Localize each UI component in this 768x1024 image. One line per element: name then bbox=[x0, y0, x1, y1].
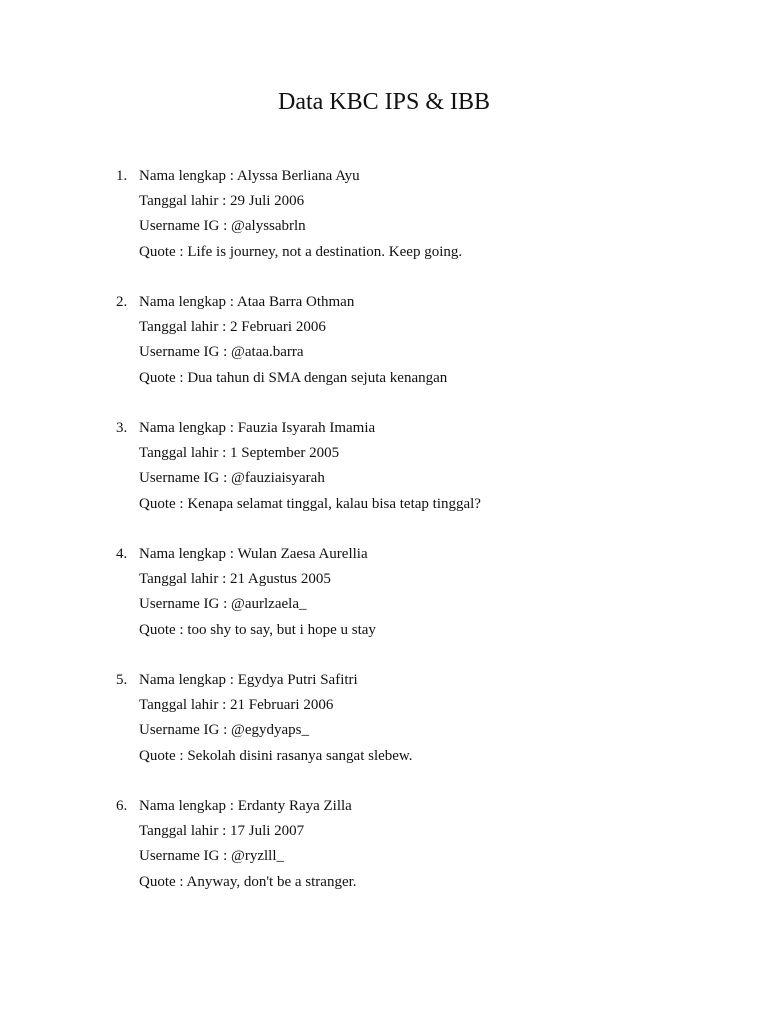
entry-quote: Quote : Life is journey, not a destination. Keep going. bbox=[139, 243, 463, 260]
entry-details bbox=[139, 416, 481, 517]
entry-details bbox=[139, 794, 357, 895]
list-item bbox=[0, 542, 768, 668]
entry-nama: Nama lengkap : Egydya Putri Safitri bbox=[139, 672, 358, 688]
entry-username: Username IG : @aurlzaela_ bbox=[139, 596, 307, 613]
entry-nama: Nama lengkap : Wulan Zaesa Aurellia bbox=[139, 546, 368, 562]
entry-username: Username IG : @ataa.barra bbox=[139, 344, 304, 361]
entry-nama: Nama lengkap : Erdanty Raya Zilla bbox=[139, 798, 352, 814]
entry-number: 2. bbox=[116, 294, 128, 310]
entry-nama: Nama lengkap : Fauzia Isyarah Imamia bbox=[139, 420, 376, 436]
entry-number: 6. bbox=[116, 798, 128, 814]
entry-tanggal-lahir: Tanggal lahir : 1 September 2005 bbox=[139, 445, 340, 462]
document-title: Data KBC IPS & IBB bbox=[277, 89, 490, 115]
entry-nama: Nama lengkap : Ataa Barra Othman bbox=[139, 294, 355, 310]
entry-number: 3. bbox=[116, 420, 128, 436]
entry-username: Username IG : @alyssabrln bbox=[139, 218, 306, 235]
entry-username: Username IG : @ryzlll_ bbox=[139, 848, 285, 865]
entry-details bbox=[139, 542, 376, 643]
entry-details bbox=[139, 668, 413, 769]
list-item bbox=[0, 164, 768, 290]
entry-tanggal-lahir: Tanggal lahir : 21 Agustus 2005 bbox=[139, 571, 331, 588]
entry-tanggal-lahir: Tanggal lahir : 29 Juli 2006 bbox=[139, 193, 305, 210]
entry-quote: Quote : Anyway, don't be a stranger. bbox=[139, 873, 357, 890]
list-item bbox=[0, 290, 768, 416]
entry-list bbox=[0, 164, 768, 920]
entry-number: 4. bbox=[116, 546, 128, 562]
list-item bbox=[0, 794, 768, 920]
entry-number: 1. bbox=[116, 168, 128, 184]
entry-quote: Quote : Dua tahun di SMA dengan sejuta kenangan bbox=[139, 369, 448, 386]
entry-tanggal-lahir: Tanggal lahir : 21 Februari 2006 bbox=[139, 697, 334, 714]
entry-tanggal-lahir: Tanggal lahir : 2 Februari 2006 bbox=[139, 319, 326, 336]
entry-number: 5. bbox=[116, 672, 128, 688]
entry-username: Username IG : @egydyaps_ bbox=[139, 722, 310, 739]
entry-quote: Quote : Kenapa selamat tinggal, kalau bisa tetap tinggal? bbox=[139, 495, 481, 512]
list-item bbox=[0, 416, 768, 542]
entry-username: Username IG : @fauziaisyarah bbox=[139, 470, 325, 487]
entry-quote: Quote : too shy to say, but i hope u stay bbox=[139, 621, 376, 638]
list-item bbox=[0, 668, 768, 794]
entry-nama: Nama lengkap : Alyssa Berliana Ayu bbox=[139, 168, 360, 184]
entry-details bbox=[139, 290, 447, 391]
entry-quote: Quote : Sekolah disini rasanya sangat slebew. bbox=[139, 747, 413, 764]
entry-details bbox=[139, 164, 462, 265]
entry-tanggal-lahir: Tanggal lahir : 17 Juli 2007 bbox=[139, 823, 305, 840]
